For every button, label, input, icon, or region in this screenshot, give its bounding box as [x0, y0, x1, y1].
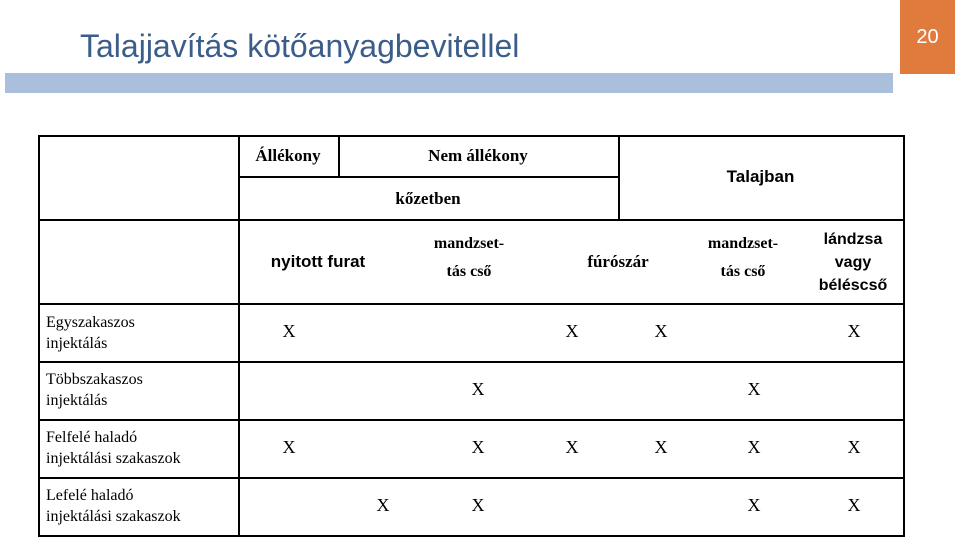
table-cell-mark: X: [565, 437, 579, 457]
table-cell-mark: X: [747, 379, 761, 399]
page-number: 20: [900, 0, 955, 74]
left-accent: [5, 0, 60, 74]
row-label-tobbszakaszos: [46, 369, 143, 411]
row-label-line: Többszakaszos: [46, 371, 143, 388]
header-landzsa-line1: lándzsa: [823, 231, 883, 248]
row-label-lefele: [46, 485, 181, 527]
table-cell-mark: X: [471, 495, 485, 515]
table-cell-mark: X: [471, 379, 485, 399]
header-landzsa-line3: béléscső: [818, 277, 888, 294]
table-cell-mark: X: [747, 495, 761, 515]
header-allekony: Állékony: [255, 146, 321, 165]
header-mandzsettas-cso-1-line1: mandzset-: [433, 235, 505, 252]
table-line: [38, 361, 905, 363]
comparison-table: [38, 135, 905, 537]
header-talajban: Talajban: [726, 167, 795, 186]
table-cell-mark: X: [847, 437, 861, 457]
row-label-line: Lefelé haladó: [46, 487, 134, 504]
table-line: [38, 419, 905, 421]
header-mandzsettas-cso-2-line2: tás cső: [720, 263, 766, 280]
header-nem-allekony: Nem állékony: [428, 146, 528, 165]
header-mandzsettas-cso-1-line2: tás cső: [446, 263, 492, 280]
table-cell-mark: X: [847, 495, 861, 515]
table-border-left: [38, 135, 40, 537]
row-label-line: Felfelé haladó: [46, 429, 138, 446]
row-label-line: Egyszakaszos: [46, 314, 135, 331]
row-label-felfele: [46, 427, 181, 469]
row-label-line: injektálási szakaszok: [46, 450, 181, 467]
title-underline-bar: [5, 73, 893, 93]
row-label-egyszakaszos: [46, 312, 135, 354]
table-cell-mark: X: [747, 437, 761, 457]
table-cell-mark: X: [282, 321, 296, 341]
header-kozetben: kőzetben: [395, 188, 461, 208]
row-label-line: injektálás: [46, 392, 108, 409]
table-cell-mark: X: [565, 321, 579, 341]
slide-title: Talajjavítás kötőanyagbevitellel: [80, 28, 520, 64]
row-label-line: injektálási szakaszok: [46, 508, 181, 525]
table-cell-mark: X: [376, 495, 390, 515]
header-landzsa-line2: vagy: [834, 254, 872, 271]
header-nyitott-furat: nyitott furat: [270, 252, 366, 271]
table-cell-mark: X: [654, 437, 668, 457]
table-cell-mark: X: [847, 321, 861, 341]
table-cell-mark: X: [471, 437, 485, 457]
header-furoszar: fúrószár: [587, 252, 649, 271]
table-cell-mark: X: [282, 437, 296, 457]
header-mandzsettas-cso-2-line1: mandzset-: [707, 235, 779, 252]
row-label-line: injektálás: [46, 335, 108, 352]
table-border-right: [903, 135, 905, 537]
table-cell-mark: X: [654, 321, 668, 341]
table-line: [38, 219, 905, 221]
table-border-bottom: [38, 535, 905, 537]
table-line: [38, 477, 905, 479]
table-line: [38, 303, 905, 305]
